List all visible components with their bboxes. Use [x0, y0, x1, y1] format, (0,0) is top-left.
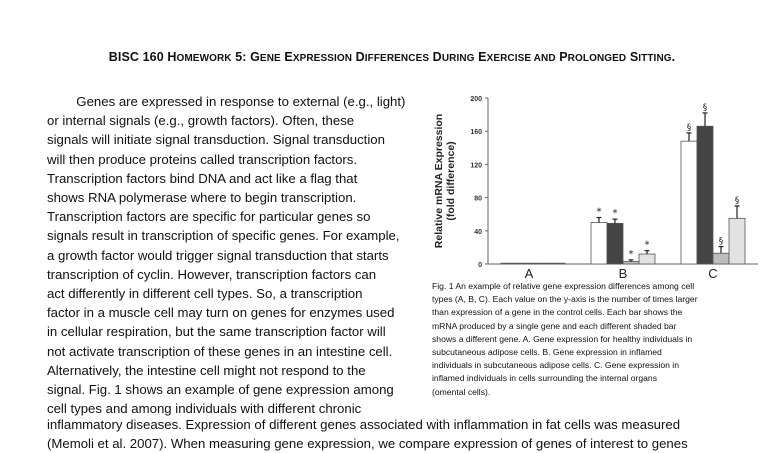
- paragraph-line: inflammatory diseases. Expression of different genes associated with inflammation in fat cells was measured: [47, 417, 681, 432]
- title-part: E: [474, 50, 487, 64]
- paragraph-line: will then produce proteins called transcription factors.: [47, 151, 358, 167]
- title-part: ROLONGED: [567, 53, 627, 64]
- significance-mark: §: [734, 195, 740, 206]
- bar: [517, 263, 533, 264]
- title-part: 5: G: [231, 50, 260, 64]
- bar: [623, 262, 639, 264]
- caption-line: than expression of a gene in the control cells. Each bar shows the: [432, 307, 683, 318]
- paragraph-line: a growth factor would trigger signal transduction that starts: [47, 247, 389, 263]
- caption-line: types (A, B, C). Each value on the y-axis is the number of times larger: [432, 294, 698, 305]
- bar: [591, 223, 607, 265]
- title-part: .: [671, 50, 676, 64]
- title-part: IFFERENCES: [364, 53, 430, 64]
- title-part: P: [555, 50, 568, 64]
- significance-mark: *: [628, 248, 634, 260]
- y-tick-label: 40: [474, 228, 482, 236]
- y-axis-label: (fold difference): [445, 141, 457, 221]
- y-axis-label: Relative mRNA Expression: [433, 113, 445, 249]
- paragraph-line: or internal signals (e.g., growth factors). Often, these: [47, 113, 355, 129]
- bar: [639, 254, 655, 264]
- title-part: URING: [441, 53, 475, 64]
- bar: [533, 263, 549, 264]
- title-part: ENE: [259, 53, 281, 64]
- paragraph-line: (Memoli et al. 2007). When measuring gene expression, we compare expression of genes of interest to genes: [47, 436, 688, 452]
- paragraph-line: act differently in different cell types. So, a transcription: [47, 286, 363, 302]
- y-tick-label: 200: [470, 96, 482, 103]
- category-label: B: [618, 266, 628, 281]
- bar: [713, 253, 729, 264]
- caption-line: mRNA produced by a single gene and each different shaded bar: [432, 320, 677, 331]
- bar: [681, 141, 697, 264]
- category-label: C: [708, 266, 718, 281]
- caption-line: (omental cells).: [432, 386, 491, 397]
- body-paragraph: [47, 92, 427, 418]
- paragraph-line: Transcription factors are specific for particular genes so: [47, 209, 371, 225]
- bar: [729, 218, 745, 264]
- paragraph-line: shows RNA polymerase where to begin transcription.: [47, 190, 357, 206]
- significance-mark: §: [718, 236, 724, 247]
- category-label: A: [524, 266, 534, 281]
- y-tick-label: 80: [474, 195, 482, 203]
- caption-line: shows a different gene. A. Gene expression for healthy individuals in: [432, 333, 693, 344]
- y-tick-label: 120: [470, 162, 482, 170]
- bar: [697, 126, 713, 264]
- figure-caption: [432, 280, 772, 399]
- significance-mark: §: [702, 102, 708, 113]
- title-part: E: [280, 50, 293, 64]
- significance-mark: *: [644, 239, 650, 251]
- significance-mark: *: [596, 206, 602, 218]
- paragraph-line: not activate transcription of these genes in an intestine cell.: [47, 343, 393, 359]
- paragraph-line: signals will initiate signal transduction. Signal transduction: [47, 132, 385, 148]
- figure-1: [428, 90, 768, 285]
- bar: [501, 263, 517, 264]
- bar: [607, 223, 623, 264]
- title-part: D: [429, 50, 442, 64]
- caption-line: subcutaneous adipose cells. B. Gene expression in inflamed: [432, 347, 662, 358]
- caption-line: inflamed individuals in cells surrounding the internal organs: [432, 373, 657, 384]
- paragraph-line: cell types and among individuals with different chronic: [47, 401, 362, 417]
- caption-line: Fig. 1 An example of relative gene expression differences among cell: [432, 281, 695, 291]
- paragraph-line: factor in a muscle cell may turn on genes for enzymes used: [47, 305, 395, 321]
- bar: [549, 263, 565, 264]
- paragraph-line: Genes are expressed in response to external (e.g., light): [47, 94, 406, 109]
- title-part: D: [352, 50, 365, 64]
- paragraph-line: Alternatively, the intestine cell might not respond to the: [47, 362, 366, 378]
- title-part: BISC 160 H: [108, 50, 177, 64]
- title-part: XPRESSION: [292, 53, 353, 64]
- title-part: S: [626, 50, 639, 64]
- paragraph-line: in cellular respiration, but the same transcription factor will: [47, 324, 386, 340]
- paragraph-line: signals result in transcription of specific genes. For example,: [47, 228, 400, 244]
- title-part: OMEWORK: [176, 53, 232, 64]
- title-part: ITTING: [638, 53, 672, 64]
- document-title: [0, 50, 784, 64]
- y-tick-label: 0: [478, 262, 482, 269]
- paragraph-line: signal. Fig. 1 shows an example of gene expression among: [47, 382, 394, 398]
- title-part: XERCISE AND: [486, 53, 556, 64]
- paragraph-line: Transcription factors bind DNA and act like a flag that: [47, 170, 358, 186]
- body-paragraph-continued: [47, 415, 784, 453]
- significance-mark: *: [612, 208, 618, 220]
- paragraph-line: transcription of cyclin. However, transcription factors can: [47, 266, 377, 282]
- expression-bar-chart: [428, 90, 768, 285]
- caption-line: individuals in subcutaneous adipose cells. C. Gene expression in: [432, 360, 679, 371]
- y-tick-label: 160: [470, 129, 482, 137]
- significance-mark: §: [686, 122, 692, 133]
